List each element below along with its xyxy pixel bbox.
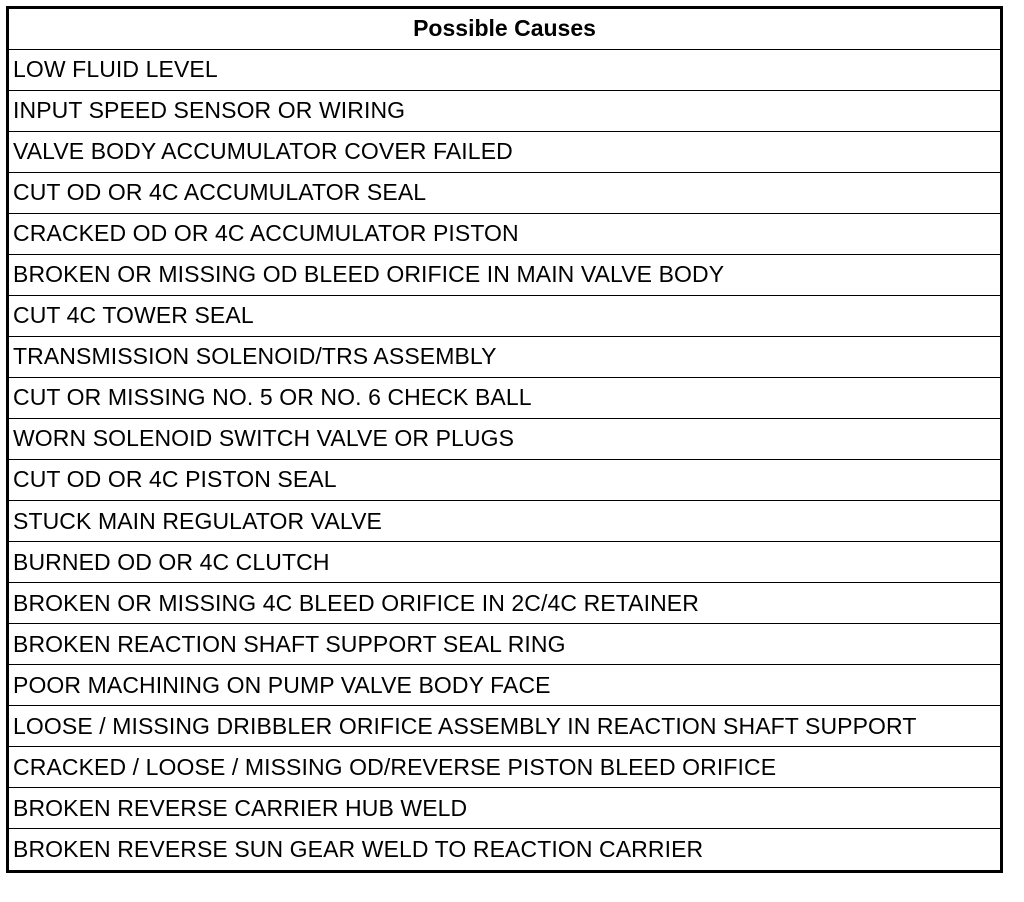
table-row — [9, 459, 1000, 500]
table-cell: BROKEN REACTION SHAFT SUPPORT SEAL RING — [9, 624, 1000, 665]
table-cell: BURNED OD OR 4C CLUTCH — [9, 542, 1000, 583]
table-row — [9, 706, 1000, 747]
table-cell: BROKEN REVERSE SUN GEAR WELD TO REACTION CARRIER — [13, 836, 704, 863]
table-row — [9, 788, 1000, 829]
table-row — [9, 542, 1000, 583]
table-cell: VALVE BODY ACCUMULATOR COVER FAILED — [9, 131, 1000, 172]
table-row — [9, 624, 1000, 665]
table-cell: CUT OD OR 4C PISTON SEAL — [9, 459, 1000, 500]
table-cell: BROKEN REVERSE CARRIER HUB WELD — [9, 788, 1000, 829]
table-cell: CUT 4C TOWER SEAL — [9, 295, 1000, 336]
table-row — [9, 131, 1000, 172]
table-cell: BROKEN OR MISSING 4C BLEED ORIFICE IN 2C/4C RETAINER — [9, 583, 1000, 624]
possible-causes-table — [6, 6, 1003, 873]
table-cell: CUT OR MISSING NO. 5 OR NO. 6 CHECK BALL — [9, 377, 1000, 418]
table-row — [9, 377, 1000, 418]
table-cell: LOW FLUID LEVEL — [9, 49, 1000, 90]
table-body — [9, 49, 1000, 870]
column-header-possible-causes: Possible Causes — [9, 9, 1000, 49]
table-row — [9, 213, 1000, 254]
table-row — [9, 747, 1000, 788]
table-row — [9, 295, 1000, 336]
table-row — [9, 254, 1000, 295]
table-cell: POOR MACHINING ON PUMP VALVE BODY FACE — [9, 665, 1000, 706]
table-row — [9, 90, 1000, 131]
table-cell: CRACKED / LOOSE / MISSING OD/REVERSE PISTON BLEED ORIFICE — [9, 747, 1000, 788]
table-cell: CRACKED OD OR 4C ACCUMULATOR PISTON — [9, 213, 1000, 254]
table-row — [9, 501, 1000, 542]
table-row — [9, 49, 1000, 90]
table-cell: INPUT SPEED SENSOR OR WIRING — [9, 90, 1000, 131]
causes-table — [9, 9, 1000, 870]
table-row — [9, 336, 1000, 377]
table-row — [9, 665, 1000, 706]
table-row — [9, 829, 1000, 870]
table-cell: CUT OD OR 4C ACCUMULATOR SEAL — [9, 172, 1000, 213]
table-cell: TRANSMISSION SOLENOID/TRS ASSEMBLY — [9, 336, 1000, 377]
table-row — [9, 418, 1000, 459]
table-cell: BROKEN OR MISSING OD BLEED ORIFICE IN MAIN VALVE BODY — [9, 254, 1000, 295]
table-row — [9, 583, 1000, 624]
table-row — [9, 172, 1000, 213]
table-header-row — [9, 9, 1000, 49]
table-cell: WORN SOLENOID SWITCH VALVE OR PLUGS — [9, 418, 1000, 459]
table-cell: STUCK MAIN REGULATOR VALVE — [9, 501, 1000, 542]
table-cell: LOOSE / MISSING DRIBBLER ORIFICE ASSEMBLY IN REACTION SHAFT SUPPORT — [9, 706, 1000, 747]
